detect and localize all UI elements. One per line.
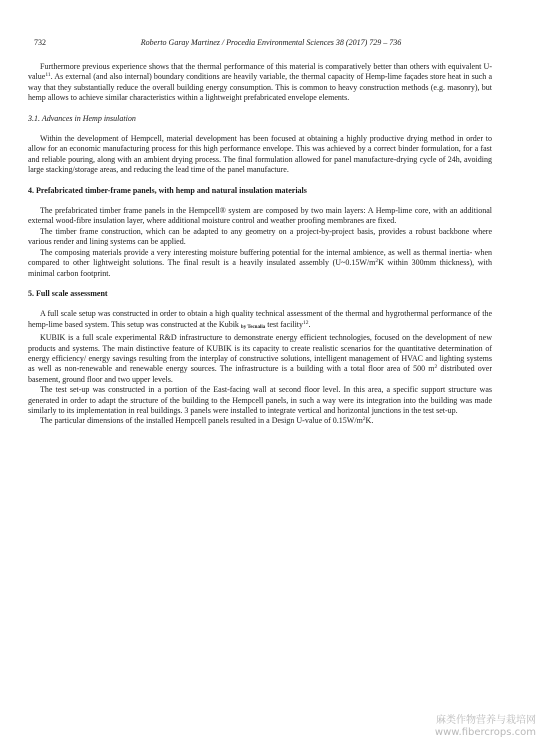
- section-5-paragraph-3: The test set-up was constructed in a portion of the East-facing wall at second floor level. In this area, a specific support structure was generated in order to adapt the structure of the building to the Hempcell panels, in such a way were its integration into the building was made similarly to its implementation in real buildings. 3 panels were installed to integrate vertical and horizontal junctions in the test set-up.: [28, 385, 492, 415]
- section-4-paragraph-2: The timber frame construction, which can be adapted to any geometry on a project-by-project basis, provides a robust backbone where various render and lining systems can be applied.: [28, 226, 492, 247]
- site-watermark: [435, 715, 536, 739]
- section-heading-4: 4. Prefabricated timber-frame panels, with hemp and natural insulation materials: [28, 185, 307, 195]
- intro-paragraph: Furthermore previous experience shows that the thermal performance of this material is comparatively better than others with equivalent U-value$^{11}$. As external (and also internal) boundary conditions are heavily variable, the thermal capacity of Hemp-lime façades store heat in such a way that they substantially reduce the overall building energy consumption. This is common to heavy construction methods (e.g. masonry), but hemp allows to achieve similar characteristics within a lightweight prefabricated envelope elements.: [28, 62, 492, 103]
- page-number: 732: [34, 38, 46, 47]
- section-3-1-paragraph: Within the development of Hempcell, material development has been focused at obtaining a highly productive drying method in order to allow for an economic manufacturing process for this high performance envelope. This was achieved by a correct binder formulation, for a fast and reliable pouring, along with an ambient drying process. The final formulation allowed for panel manufacture-drying cycle of 24h, avoiding large stacking/storage areas, and reducing the lead time of the panel manufacture.: [28, 134, 492, 175]
- watermark-line-1: 麻类作物营养与栽培网: [436, 715, 536, 726]
- watermark-line-2: www.fibercrops.com: [434, 727, 536, 738]
- section-5-paragraph-2: KUBIK is a full scale experimental R&D infrastructure to demonstrate energy efficient technologies, focused on the development of new products and systems. The main distinctive feature of KUBIK is its capacity to create realistic scenarios for the quantitative determination of energy efficiency/ energy savings resulting from the interplay of constructive solutions, intelligent management of HVAC and lighting systems as well as non-renewable and renewable energy sources. The infrastructure is a building with a total floor area of 500 $m^2$ distributed over basement, ground floor and two upper levels.: [28, 333, 492, 384]
- section-heading-5: 5. Full scale assessment: [28, 288, 108, 298]
- section-5-paragraph-4: The particular dimensions of the installed Hempcell panels resulted in a Design U-value of $0.15W/m^2K$.: [40, 416, 374, 426]
- section-5-paragraph-1: A full scale setup was constructed in order to obtain a high quality technical assessment of the thermal and hygrothermal performance of the hemp-lime based system. This setup was constructed at the Kubik by Tecnalia test facility$^{12}$.: [28, 309, 492, 330]
- article-body: [28, 62, 492, 427]
- subsection-heading-3-1: 3.1. Advances in Hemp insulation: [28, 113, 136, 123]
- subscript-brand: by Tecnalia: [240, 324, 266, 330]
- citation-ref: 12: [303, 319, 309, 326]
- running-head: Roberto Garay Martinez / Procedia Environmental Sciences 38 (2017) 729 – 736: [140, 38, 402, 47]
- citation-ref: 11: [45, 72, 51, 79]
- section-4-paragraph-3: The composing materials provide a very interesting moisture buffering potential for the internal ambience, as well as thermal inertia- when compared to other lightweight solutions. The final result is a heavily insulated assembly ($U\sim 0.15W/m^2K$ within 300mm thickness), with minimal carbon footprint.: [28, 247, 492, 278]
- section-4-paragraph-1: The prefabricated timber frame panels in the Hempcell® system are composed by two main layers: A Hemp-lime core, with an additional external wood-fibre insulation layer, where additional moisture control and weather proofing membranes are fixed.: [28, 206, 492, 226]
- page-header: [34, 37, 508, 49]
